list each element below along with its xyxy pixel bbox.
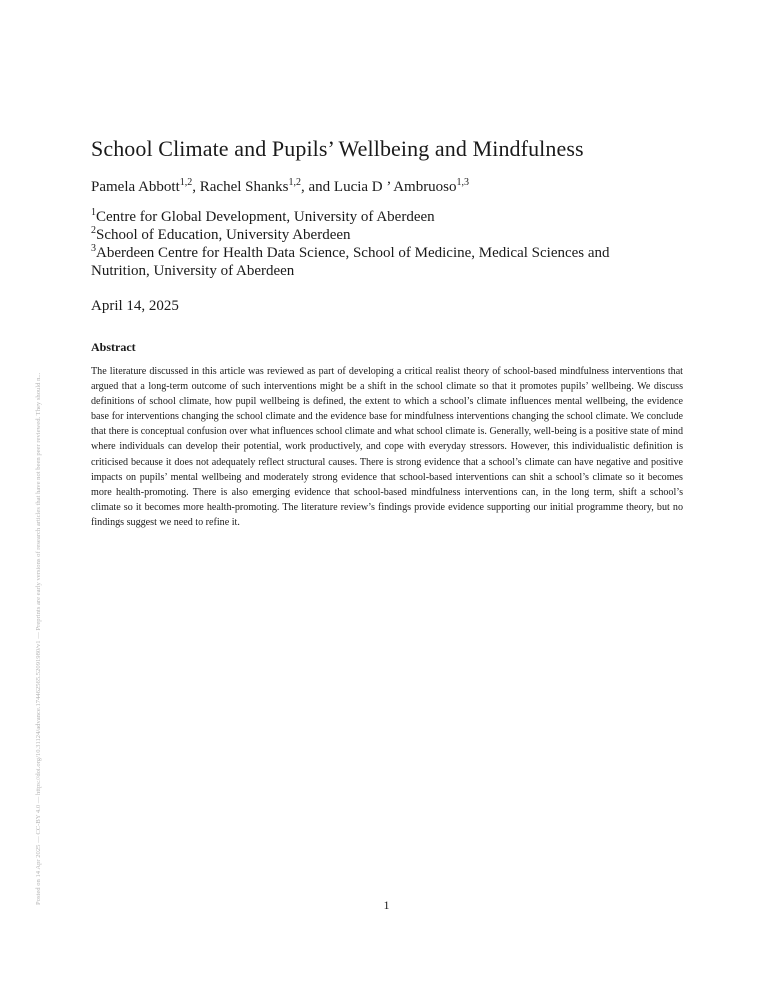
author-affil-marker: 1,2 [179,177,193,188]
affiliation-list [91,208,671,280]
affiliation [91,226,671,244]
affiliation-text: Centre for Global Development, University of Aberdeen [96,209,435,225]
affiliation-number: 3 [91,243,96,254]
author-affil-marker: 1,2 [288,177,301,188]
author-list [91,178,469,198]
affiliation-text: School of Education, University Aberdeen [96,227,351,243]
author-separator: , [192,179,200,195]
author-name: Pamela Abbott [91,179,180,195]
author-name: Lucia D ’ Ambruoso [333,179,457,195]
publication-date: April 14, 2025 [91,298,179,314]
abstract-text: The literature discussed in this article was reviewed as part of developing a critical realist theory of school-based mindfulness interventions that argued that a long-term outcome of such interventions might be a shift in the school climate so that it promotes pupils’ wellbeing. We discuss definitions of school climate, how pupil wellbeing is defined, the extent to which a school’s climate influences mental wellbeing, the evidence base for interventions changing the school climate and the evidence base for mindfulness interventions changing the school climate. We conclude that there is conceptual confusion over what influences school climate and what school climate is. Generally, well-being is a positive state of mind where individuals can develop their potential, work productively, and cope with everyday stressors. However, this individualistic definition is criticised because it does not adequately reflect structural causes. There is strong evidence that a school’s climate can have negative and positive impacts on pupils’ mental wellbeing and moderately strong evidence that school-based interventions can shit a school’s climate so it becomes more health-promoting. There is also emerging evidence that school-based mindfulness interventions can, in the long term, shift a school’s climate so it becomes more health-promoting. The literature review’s findings provide evidence supporting our initial programme theory, but no findings suggest we need to refine it. [91,366,683,528]
affiliation-number: 1 [91,207,96,218]
page-number: 1 [383,898,390,912]
paper-title: School Climate and Pupils’ Wellbeing and Mindfulness [91,136,584,161]
affiliation [91,244,671,280]
preprint-margin-note: Posted on 14 Apr 2025 — CC-BY 4.0 — https://doi.org/10.31124/advance.174462565.52091980/v1 — Preprints are early versions of research articles that have not been peer reviewed. They should n... [35,372,42,905]
author-separator: , and [300,179,334,195]
affiliation-number: 2 [91,225,96,236]
author-affil-marker: 1,3 [456,177,470,188]
affiliation-text: Aberdeen Centre for Health Data Science, School of Medicine, Medical Sciences and Nutrition, University of Aberdeen [91,245,610,279]
abstract-heading: Abstract [91,340,136,354]
affiliation [91,208,671,226]
author-name: Rachel Shanks [199,179,289,195]
